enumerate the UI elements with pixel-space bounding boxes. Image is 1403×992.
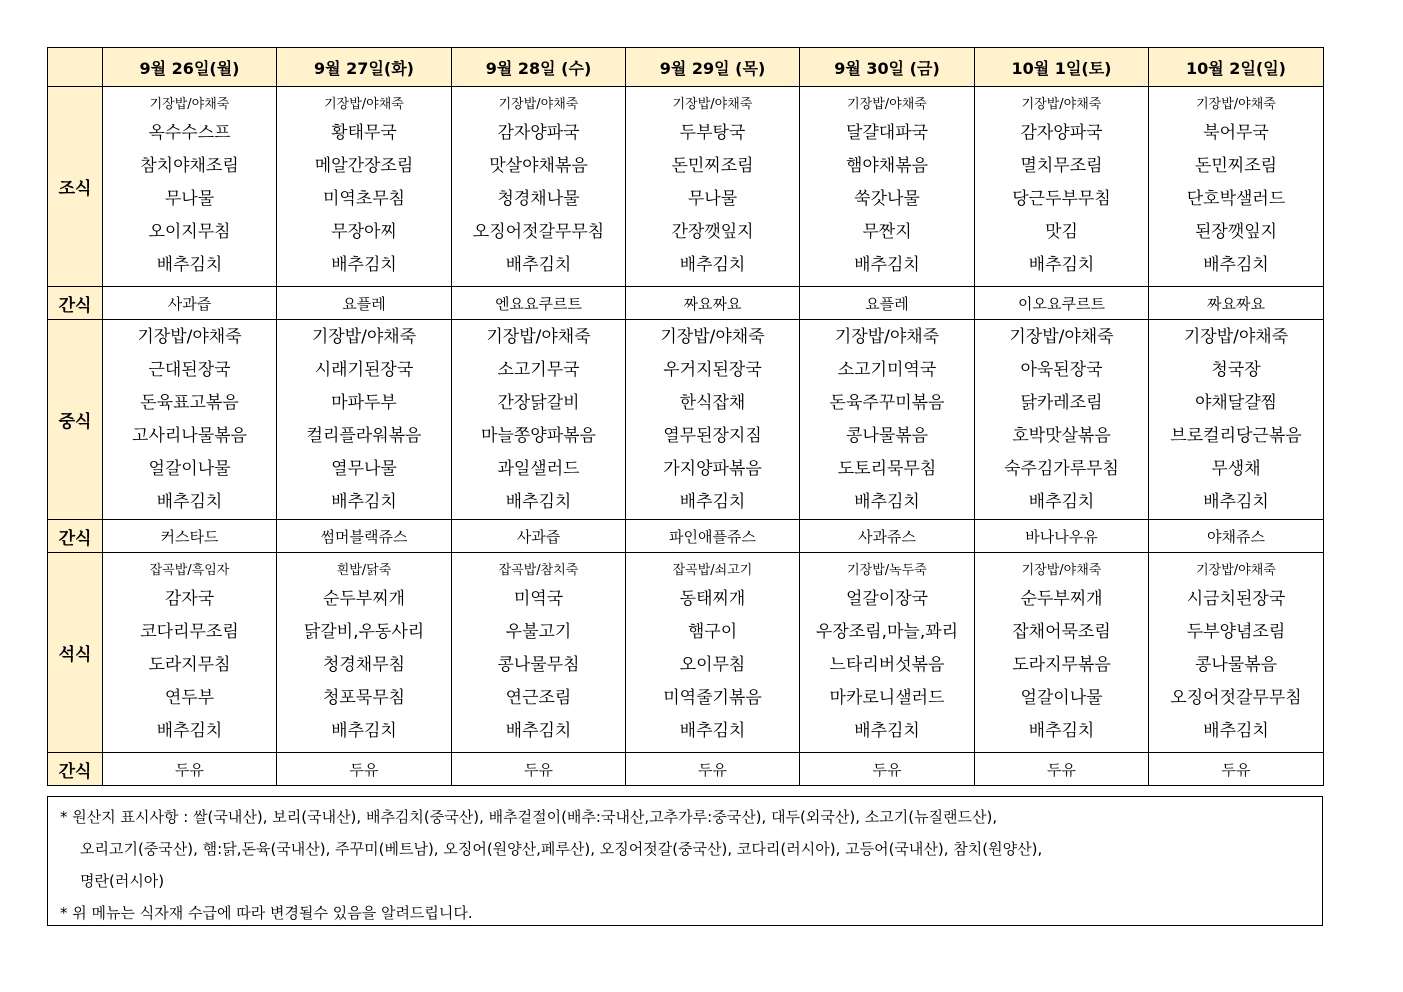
lunch-cell — [452, 320, 626, 520]
menu-item: 마카로니샐러드 — [829, 688, 945, 708]
lunch-cell — [800, 320, 975, 520]
menu-item: 옥수수스프 — [148, 123, 231, 143]
menu-item: 마파두부 — [331, 393, 397, 413]
day-header: 9월 27일(화) — [277, 48, 452, 87]
snack-item: 두유 — [626, 753, 800, 786]
menu-item: 배추김치 — [854, 255, 920, 275]
lunch-row — [48, 320, 1324, 520]
menu-item: 쑥갓나물 — [854, 189, 920, 209]
menu-item: 햄구이 — [687, 622, 738, 642]
menu-item: 콩나물볶음 — [845, 426, 929, 446]
rice-porridge-label: 잡곡밥/쇠고기 — [672, 563, 753, 578]
menu-item: 숙주김가루무침 — [1004, 459, 1119, 479]
snack-row — [48, 753, 1324, 786]
meal-menu-table — [47, 47, 1324, 786]
menu-item: 돈육표고볶음 — [140, 393, 239, 413]
origin-note: * 원산지 표시사항 : 쌀(국내산), 보리(국내산), 배추김치(중국산), 배추겉절이(배추:국내산,고추가루:중국산), 대두(외국산), 소고기(뉴질랜드산), — [60, 808, 998, 826]
breakfast-row — [48, 87, 1324, 287]
menu-item: 배추김치 — [854, 492, 920, 512]
lunch-cell — [103, 320, 277, 520]
snack-item: 썸머블랙쥬스 — [277, 520, 452, 553]
snack-item: 짜요짜요 — [626, 287, 800, 320]
dinner-label: 석식 — [48, 553, 103, 753]
menu-item: 얼갈이장국 — [845, 589, 929, 609]
menu-item: 배추김치 — [1028, 721, 1095, 741]
menu-item: 배추김치 — [1203, 492, 1269, 512]
menu-item: 우불고기 — [505, 622, 572, 642]
menu-item: 코다리무조림 — [140, 622, 239, 642]
menu-item: 무장아찌 — [331, 222, 397, 242]
menu-item: 북어무국 — [1203, 123, 1269, 143]
menu-item: 배추김치 — [331, 721, 397, 741]
menu-item: 배추김치 — [505, 492, 572, 512]
menu-item: 두부탕국 — [679, 123, 746, 143]
dinner-cell — [800, 553, 975, 753]
rice-porridge-label: 기장밥/야채죽 — [1021, 563, 1102, 578]
snack-row — [48, 520, 1324, 553]
snack-item: 두유 — [452, 753, 626, 786]
snack-item: 두유 — [103, 753, 277, 786]
menu-item: 미역초무침 — [322, 189, 406, 209]
snack-item: 짜요짜요 — [1149, 287, 1324, 320]
day-header: 9월 28일 (수) — [452, 48, 626, 87]
origin-note: 명란(러시아) — [80, 872, 165, 890]
rice-porridge-label: 잡곡밥/흑임자 — [149, 563, 230, 578]
day-header: 9월 26일(월) — [103, 48, 277, 87]
menu-item: 돈민찌조림 — [1194, 156, 1278, 176]
menu-item: 콩나물무침 — [497, 655, 580, 675]
menu-item: 닭카레조림 — [1020, 393, 1103, 413]
menu-item: 느타리버섯볶음 — [829, 655, 945, 675]
menu-item: 가지양파볶음 — [663, 459, 762, 479]
snack-item: 두유 — [975, 753, 1149, 786]
origin-note: 오리고기(중국산), 햄:닭,돈육(국내산), 주꾸미(베트남), 오징어(원양산,페루산), 오징어젓갈(중국산), 코다리(러시아), 고등어(국내산), 참치(원양산), — [80, 840, 1043, 858]
snack-label: 간식 — [48, 520, 103, 553]
menu-item: 얼갈이나물 — [1020, 688, 1103, 708]
snack-item: 요플레 — [800, 287, 975, 320]
menu-item: 소고기무국 — [497, 360, 580, 380]
menu-item: 간장깻잎지 — [671, 222, 754, 242]
menu-item: 맛살야채볶음 — [489, 156, 588, 176]
menu-item: 호박맛살볶음 — [1012, 426, 1111, 446]
corner-cell — [48, 48, 103, 87]
menu-item: 연근조림 — [505, 688, 572, 708]
snack-item: 사과즙 — [103, 287, 277, 320]
snack-item: 커스타드 — [103, 520, 277, 553]
snack-item: 파인애플쥬스 — [626, 520, 800, 553]
menu-item: 청경채나물 — [497, 189, 580, 209]
menu-item: 멸치무조림 — [1020, 156, 1103, 176]
menu-item: 배추김치 — [331, 492, 397, 512]
menu-item: 우장조림,마늘,꽈리 — [815, 622, 959, 642]
menu-item: 고사리나물볶음 — [132, 426, 247, 446]
menu-item: 컬리플라워볶음 — [306, 426, 422, 446]
snack-row — [48, 287, 1324, 320]
menu-item: 배추김치 — [679, 721, 746, 741]
menu-item: 청포묵무침 — [322, 688, 406, 708]
menu-item: 배추김치 — [1203, 255, 1269, 275]
breakfast-cell — [626, 87, 800, 287]
menu-item: 브로컬리당근볶음 — [1170, 426, 1302, 446]
snack-item: 요플레 — [277, 287, 452, 320]
menu-item: 콩나물볶음 — [1194, 655, 1278, 675]
menu-item: 당근두부무침 — [1012, 189, 1111, 209]
change-notice: * 위 메뉴는 식자재 수급에 따라 변경될수 있음을 알려드립니다. — [60, 904, 473, 922]
menu-item: 연두부 — [164, 688, 215, 708]
snack-item: 두유 — [1149, 753, 1324, 786]
header-row — [48, 48, 1324, 87]
breakfast-cell — [277, 87, 452, 287]
lunch-label: 중식 — [48, 320, 103, 520]
snack-item: 사과쥬스 — [800, 520, 975, 553]
menu-item: 배추김치 — [156, 255, 223, 275]
notes-box — [47, 796, 1323, 926]
menu-item: 순두부찌개 — [1020, 589, 1103, 609]
menu-item: 배추김치 — [156, 721, 223, 741]
menu-item: 기장밥/야채죽 — [660, 327, 765, 347]
menu-item: 배추김치 — [505, 255, 572, 275]
lunch-cell — [626, 320, 800, 520]
menu-item: 무생채 — [1211, 459, 1261, 479]
menu-item: 감자국 — [164, 589, 215, 609]
menu-item: 우거지된장국 — [663, 360, 762, 380]
rice-porridge-label: 기장밥/녹두죽 — [847, 563, 927, 578]
menu-item: 무나물 — [687, 189, 738, 209]
menu-item: 얼갈이나물 — [148, 459, 231, 479]
lunch-cell — [975, 320, 1149, 520]
menu-item: 마늘쫑양파볶음 — [481, 426, 596, 446]
snack-label: 간식 — [48, 287, 103, 320]
breakfast-cell — [975, 87, 1149, 287]
rice-porridge-label: 잡곡밥/참치죽 — [498, 563, 579, 578]
menu-item: 한식잡채 — [679, 393, 746, 413]
breakfast-cell — [1149, 87, 1324, 287]
dinner-row — [48, 553, 1324, 753]
menu-item: 기장밥/야채죽 — [311, 327, 417, 347]
rice-porridge-label: 기장밥/야채죽 — [149, 97, 230, 112]
menu-item: 오이지무침 — [148, 222, 231, 242]
breakfast-cell — [452, 87, 626, 287]
menu-item: 배추김치 — [331, 255, 397, 275]
menu-item: 열무된장지짐 — [663, 426, 762, 446]
menu-item: 오이무침 — [679, 655, 746, 675]
menu-item: 감자양파국 — [1020, 123, 1103, 143]
rice-porridge-label: 기장밥/야채죽 — [672, 97, 753, 112]
rice-porridge-label: 기장밥/야채죽 — [847, 97, 927, 112]
menu-item: 도토리묵무침 — [837, 459, 937, 479]
rice-porridge-label: 기장밥/야채죽 — [1196, 97, 1276, 112]
dinner-cell — [626, 553, 800, 753]
menu-item: 야채달걀찜 — [1194, 393, 1278, 413]
breakfast-label: 조식 — [48, 87, 103, 287]
menu-item: 배추김치 — [854, 721, 920, 741]
rice-porridge-label: 기장밥/야채죽 — [324, 97, 404, 112]
rice-porridge-label: 기장밥/야채죽 — [1196, 563, 1276, 578]
day-header: 9월 30일 (금) — [800, 48, 975, 87]
menu-item: 과일샐러드 — [497, 459, 580, 479]
menu-item: 단호박샐러드 — [1186, 189, 1286, 209]
dinner-cell — [1149, 553, 1324, 753]
menu-item: 잡채어묵조림 — [1012, 622, 1111, 642]
snack-item: 사과즙 — [452, 520, 626, 553]
breakfast-cell — [800, 87, 975, 287]
lunch-cell — [277, 320, 452, 520]
dinner-cell — [103, 553, 277, 753]
snack-item: 엔요요쿠르트 — [452, 287, 626, 320]
menu-item: 닭갈비,우동사리 — [303, 622, 425, 642]
menu-item: 무짠지 — [862, 222, 912, 242]
lunch-cell — [1149, 320, 1324, 520]
menu-item: 두부양념조림 — [1186, 622, 1286, 642]
menu-item: 소고기미역국 — [837, 360, 937, 380]
breakfast-cell — [103, 87, 277, 287]
menu-item: 근대된장국 — [148, 360, 231, 380]
rice-porridge-label: 흰밥/닭죽 — [336, 563, 392, 578]
menu-item: 된장깻잎지 — [1194, 222, 1278, 242]
menu-item: 간장닭갈비 — [497, 393, 580, 413]
menu-item: 돈민찌조림 — [671, 156, 754, 176]
menu-item: 배추김치 — [1028, 492, 1095, 512]
day-header: 9월 29일 (목) — [626, 48, 800, 87]
menu-item: 배추김치 — [1028, 255, 1095, 275]
menu-item: 감자양파국 — [497, 123, 580, 143]
menu-item: 참치야채조림 — [140, 156, 239, 176]
menu-item: 달걀대파국 — [845, 123, 929, 143]
snack-item: 두유 — [277, 753, 452, 786]
menu-item: 기장밥/야채죽 — [137, 327, 242, 347]
menu-item: 열무나물 — [331, 459, 397, 479]
day-header: 10월 1일(토) — [975, 48, 1149, 87]
rice-porridge-label: 기장밥/야채죽 — [1021, 97, 1102, 112]
snack-item: 야채쥬스 — [1149, 520, 1324, 553]
snack-item: 바나나우유 — [975, 520, 1149, 553]
menu-item: 배추김치 — [679, 255, 746, 275]
menu-item: 기장밥/야채죽 — [1183, 327, 1289, 347]
rice-porridge-label: 기장밥/야채죽 — [498, 97, 579, 112]
menu-item: 돈육주꾸미볶음 — [829, 393, 945, 413]
menu-item: 도라지무침 — [148, 655, 231, 675]
menu-item: 오징어젓갈무무침 — [1170, 688, 1302, 708]
snack-item: 두유 — [800, 753, 975, 786]
menu-item: 시래기된장국 — [314, 360, 414, 380]
menu-item: 동태찌개 — [679, 589, 746, 609]
menu-item: 아욱된장국 — [1020, 360, 1103, 380]
snack-item: 이오요쿠르트 — [975, 287, 1149, 320]
menu-item: 미역줄기볶음 — [663, 688, 762, 708]
snack-label: 간식 — [48, 753, 103, 786]
menu-item: 햄야채볶음 — [845, 156, 929, 176]
menu-item: 기장밥/야채죽 — [834, 327, 940, 347]
menu-item: 메알간장조림 — [314, 156, 414, 176]
menu-item: 기장밥/야채죽 — [1009, 327, 1114, 347]
dinner-cell — [277, 553, 452, 753]
menu-item: 미역국 — [513, 589, 564, 609]
menu-item: 배추김치 — [679, 492, 746, 512]
dinner-cell — [975, 553, 1149, 753]
menu-item: 기장밥/야채죽 — [486, 327, 591, 347]
menu-item: 배추김치 — [156, 492, 223, 512]
day-header: 10월 2일(일) — [1149, 48, 1324, 87]
menu-item: 순두부찌개 — [322, 589, 406, 609]
menu-item: 시금치된장국 — [1186, 589, 1286, 609]
menu-item: 무나물 — [164, 189, 215, 209]
menu-item: 황태무국 — [331, 123, 397, 143]
menu-item: 청경채무침 — [322, 655, 406, 675]
menu-item: 도라지무볶음 — [1012, 655, 1111, 675]
menu-item: 배추김치 — [505, 721, 572, 741]
menu-item: 배추김치 — [1203, 721, 1269, 741]
menu-item: 오징어젓갈무무침 — [472, 222, 605, 242]
menu-item: 맛김 — [1045, 222, 1078, 242]
menu-item: 청국장 — [1211, 360, 1261, 380]
dinner-cell — [452, 553, 626, 753]
